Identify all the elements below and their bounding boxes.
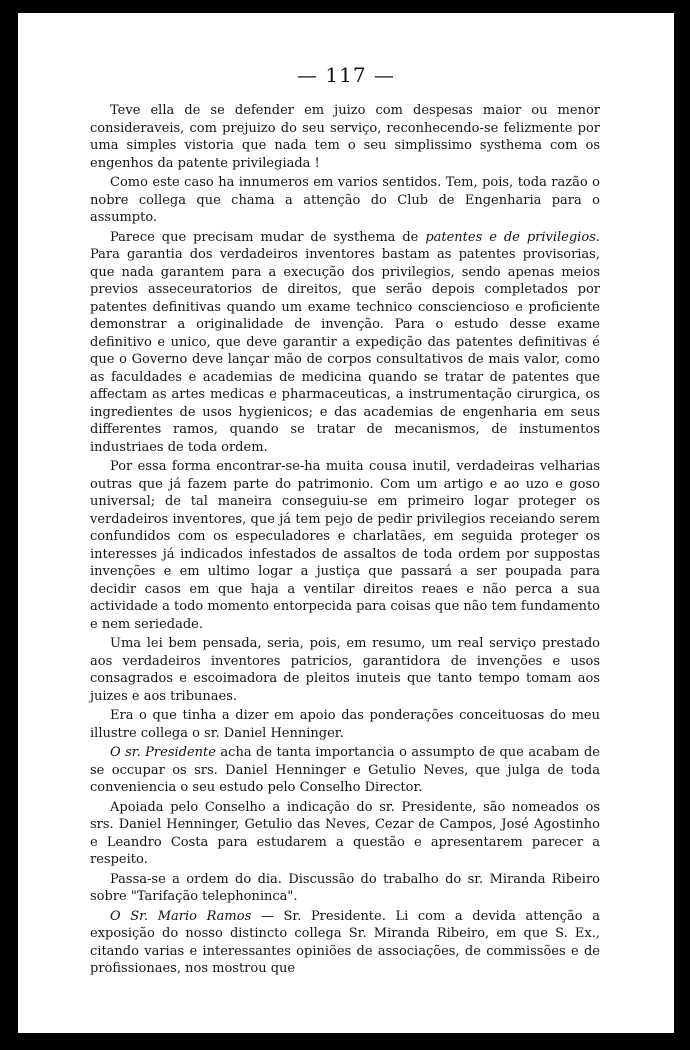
paragraph: Era o que tinha a dizer em apoio das ponderações conceituosas do meu illustre collega o sr. Daniel Henninger. [90,708,600,741]
paragraph-body: — Sr. Presidente. Li com a devida attenção a exposição do nosso distincto collega Sr. Miranda Ribeiro, em que S. Ex., citando varias e interessantes opiniões de associações, de commissões e de profissionaes, nos mostrou que [90,908,600,976]
speaker-name: O Sr. Mario Ramos [110,908,252,924]
paragraph-body: . Para garantia dos verdadeiros inventores bastam as patentes provisorias, que nada garantem para a execução dos privilegios, sendo apenas meios previos asseceuratorios de direitos, que serão depois completados por patentes definitivas quando um exame technico consciencioso e proficiente demonstrar a originalidade de invenção. Para o estudo desse exame definitivo e unico, que deve garantir a expedição das patentes definitivas é que o Governo deve lançar mão de corpos consultativos de mais valor, como as faculdades e academias de medicina quando se tratar de patentes que affectam as artes medicas e pharmaceuticas, a instrumentação cirurgica, os ingredientes de usos hygienicos; e das academias de engenharia em seus differentes ramos, quando se tratar de mecanismos, de instumentos industriaes de toda ordem. [90,229,600,455]
paragraph: Como este caso ha innumeros em varios sentidos. Tem, pois, toda razão o nobre collega que chama a attenção do Club de Engenharia para o assumpto. [90,175,600,225]
paragraph-lead: Parece que precisam mudar de systhema de [110,229,426,245]
paragraph [90,908,600,978]
paragraph: Por essa forma encontrar-se-ha muita cousa inutil, verdadeiras velharias outras que já fazem parte do patrimonio. Com um artigo e ao uzo e goso universal; de tal maneira conseguiu-se em primeiro logar proteger os verdadeiros inventores, que já tem pejo de pedir privilegios receiando serem confundidos com os especuladores e charlatães, em seguida proteger os interesses já indicados infestados de assaltos de toda ordem por suppostas invenções e em ultimo logar a justiça que passará a ser poupada para decidir casos em que haja a ventilar direitos reaes e não perca a sua actividade a todo momento entorpecida para coisas que não tem fundamento e nem seriedade. [90,459,600,632]
paragraph: Uma lei bem pensada, seria, pois, em resumo, um real serviço prestado aos verdadeiros inventores patricios, garantidora de invenções e usos consagrados e escoimadora de pleitos inuteis que tanto tempo tomam aos juizes e aos tribunaes. [90,636,600,704]
paragraph: Teve ella de se defender em juizo com despesas maior ou menor consideraveis, com prejuizo do seu serviço, reconhecendo-se felizmente por uma simples vistoria que nada tem o seu simplissimo systhema com os engenhos da patente privilegiada ! [90,103,600,171]
paragraph [90,229,600,457]
italic-term: patentes e de privilegios [425,229,596,245]
paragraph-body: acha de tanta importancia o assumpto de que acabam de se occupar os srs. Daniel Henninger e Getulio Neves, que julga de toda conveniencia o seu estudo pelo Conselho Director. [90,745,600,795]
paragraph: Passa-se a ordem do dia. Discussão do trabalho do sr. Miranda Ribeiro sobre "Tarifação telephoninca". [90,871,600,904]
paragraph: Apoiada pelo Conselho a indicação do sr. Presidente, são nomeados os srs. Daniel Henninger, Getulio das Neves, Cezar de Campos, José Agostinho e Leandro Costa para estudarem a questão e apresentarem parecer a respeito. [90,799,600,867]
body-text [90,102,600,978]
speaker-name: O sr. Presidente [110,745,216,760]
paragraph [90,744,600,797]
page-number: — 117 — [297,63,395,87]
document-page [18,13,674,1033]
